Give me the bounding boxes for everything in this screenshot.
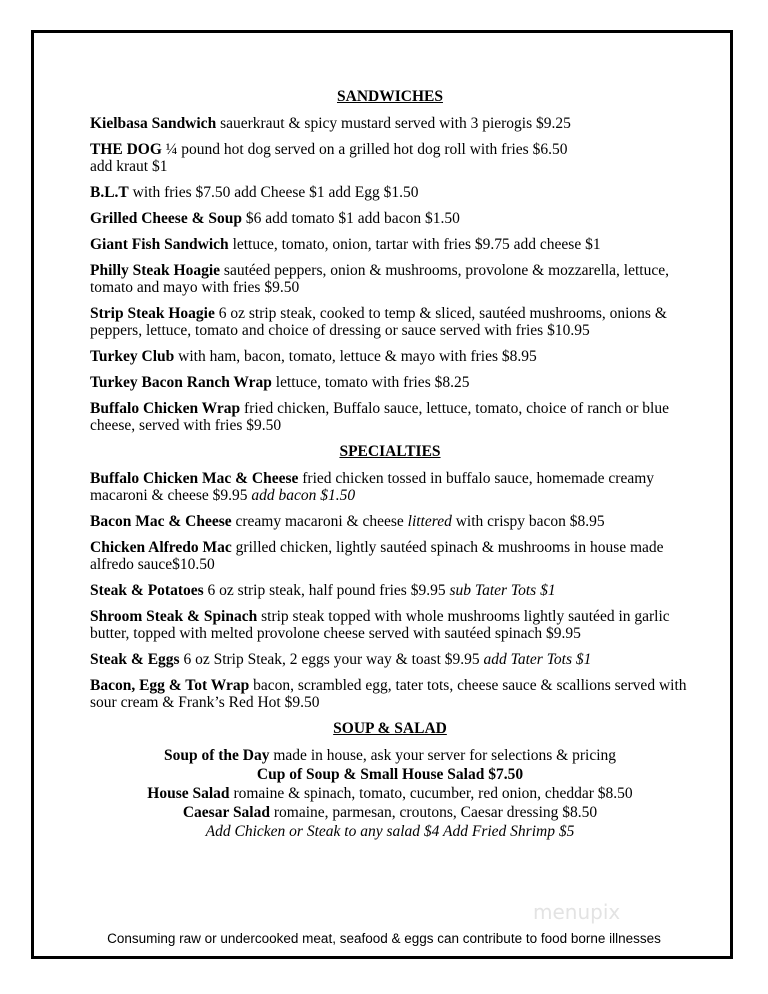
item-name: Soup of the Day xyxy=(163,747,270,764)
item-name: Bacon Mac & Cheese xyxy=(90,513,232,530)
item-desc: 6 oz strip steak, cooked to temp & sliced, sautéed mushrooms, onions & peppers, lettuce, tomato and choice of dressing or sauce served with fries $10.95 xyxy=(90,305,667,339)
item-addon: add Tater Tots $1 xyxy=(483,651,592,668)
menu-item xyxy=(90,262,690,296)
house-salad-line xyxy=(90,785,690,802)
item-name: THE DOG xyxy=(90,141,162,158)
item-name: Turkey Bacon Ranch Wrap xyxy=(90,374,272,391)
menu-item xyxy=(90,539,690,573)
menu-item xyxy=(90,374,690,391)
item-name: Buffalo Chicken Wrap xyxy=(90,400,241,417)
food-safety-disclaimer: Consuming raw or undercooked meat, seafood & eggs can contribute to food borne illnesses xyxy=(107,931,661,946)
menu-content xyxy=(90,88,690,842)
menu-item xyxy=(90,115,690,132)
item-name: House Salad xyxy=(147,785,230,802)
menu-item xyxy=(90,184,690,201)
item-desc: romaine & spinach, tomato, cucumber, red onion, cheddar $8.50 xyxy=(229,785,633,802)
item-name: Chicken Alfredo Mac xyxy=(90,539,232,556)
item-name: Steak & Potatoes xyxy=(90,582,204,599)
specialties-heading: SPECIALTIES xyxy=(339,443,441,460)
item-name: Caesar Salad xyxy=(182,804,270,821)
menu-item xyxy=(90,400,690,434)
item-name: Philly Steak Hoagie xyxy=(90,262,221,279)
item-desc-tail: with crispy bacon $8.95 xyxy=(451,513,605,530)
menu-item xyxy=(90,236,690,253)
menu-item xyxy=(90,677,690,711)
menu-item xyxy=(90,210,690,227)
menupix-watermark: menupix xyxy=(533,900,621,924)
item-addon: sub Tater Tots $1 xyxy=(449,582,556,599)
item-desc: sauerkraut & spicy mustard served with 3 pierogis $9.25 xyxy=(216,115,571,132)
menu-item xyxy=(90,651,690,668)
item-emphasis: littered xyxy=(407,513,452,530)
menu-item xyxy=(90,608,690,642)
item-desc: $6 add tomato $1 add bacon $1.50 xyxy=(242,210,460,227)
item-name: Grilled Cheese & Soup xyxy=(90,210,242,227)
item-desc: made in house, ask your server for selections & pricing xyxy=(269,747,617,764)
item-name: Buffalo Chicken Mac & Cheese xyxy=(90,470,299,487)
menu-item xyxy=(90,582,690,599)
item-desc: fried chicken, Buffalo sauce, lettuce, tomato, choice of ranch or blue cheese, served with fries $9.50 xyxy=(90,400,669,434)
item-name: Bacon, Egg & Tot Wrap xyxy=(90,677,250,694)
menu-item xyxy=(90,513,690,530)
menu-item xyxy=(90,305,690,339)
menu-item xyxy=(90,348,690,365)
soup-of-day-line xyxy=(90,747,690,764)
item-desc: lettuce, tomato with fries $8.25 xyxy=(271,374,470,391)
item-desc: sautéed peppers, onion & mushrooms, provolone & mozzarella, lettuce, tomato and mayo with fries $9.50 xyxy=(90,262,669,296)
item-desc: bacon, scrambled egg, tater tots, cheese sauce & scallions served with sour cream & Frank’s Red Hot $9.50 xyxy=(90,677,687,711)
menu-item xyxy=(90,470,690,504)
item-desc: 6 oz strip steak, half pound fries $9.95 xyxy=(203,582,450,599)
caesar-salad-line xyxy=(90,804,690,821)
combo-line: Cup of Soup & Small House Salad $7.50 xyxy=(256,766,524,783)
item-desc: fried chicken tossed in buffalo sauce, homemade creamy macaroni & cheese $9.95 xyxy=(90,470,655,504)
item-desc: ¼ pound hot dog served on a grilled hot dog roll with fries $6.50 xyxy=(161,141,568,158)
item-desc: romaine, parmesan, croutons, Caesar dressing $8.50 xyxy=(270,804,598,821)
item-name: Strip Steak Hoagie xyxy=(90,305,215,322)
menu-item xyxy=(90,141,690,175)
item-name: Steak & Eggs xyxy=(90,651,180,668)
item-desc-extra: add kraut $1 xyxy=(90,158,168,175)
item-desc: grilled chicken, lightly sautéed spinach & mushrooms in house made alfredo sauce$10.50 xyxy=(90,539,664,573)
soup-salad-heading: SOUP & SALAD xyxy=(333,720,447,737)
item-name: B.L.T xyxy=(90,184,129,201)
sandwiches-heading: SANDWICHES xyxy=(337,88,443,105)
item-desc: creamy macaroni & cheese xyxy=(231,513,408,530)
item-desc: 6 oz Strip Steak, 2 eggs your way & toast $9.95 xyxy=(179,651,484,668)
item-desc: with fries $7.50 add Cheese $1 add Egg $1.50 xyxy=(128,184,419,201)
salad-addons-line: Add Chicken or Steak to any salad $4 Add Fried Shrimp $5 xyxy=(205,823,575,840)
item-desc: strip steak topped with whole mushrooms lightly sautéed in garlic butter, topped with melted provolone cheese served with sautéed spinach $9.95 xyxy=(90,608,670,642)
item-desc: with ham, bacon, tomato, lettuce & mayo with fries $8.95 xyxy=(174,348,537,365)
item-name: Giant Fish Sandwich xyxy=(90,236,229,253)
item-name: Turkey Club xyxy=(90,348,175,365)
item-desc: lettuce, tomato, onion, tartar with fries $9.75 add cheese $1 xyxy=(228,236,601,253)
item-name: Shroom Steak & Spinach xyxy=(90,608,258,625)
item-name: Kielbasa Sandwich xyxy=(90,115,217,132)
item-addon: add bacon $1.50 xyxy=(251,487,356,504)
